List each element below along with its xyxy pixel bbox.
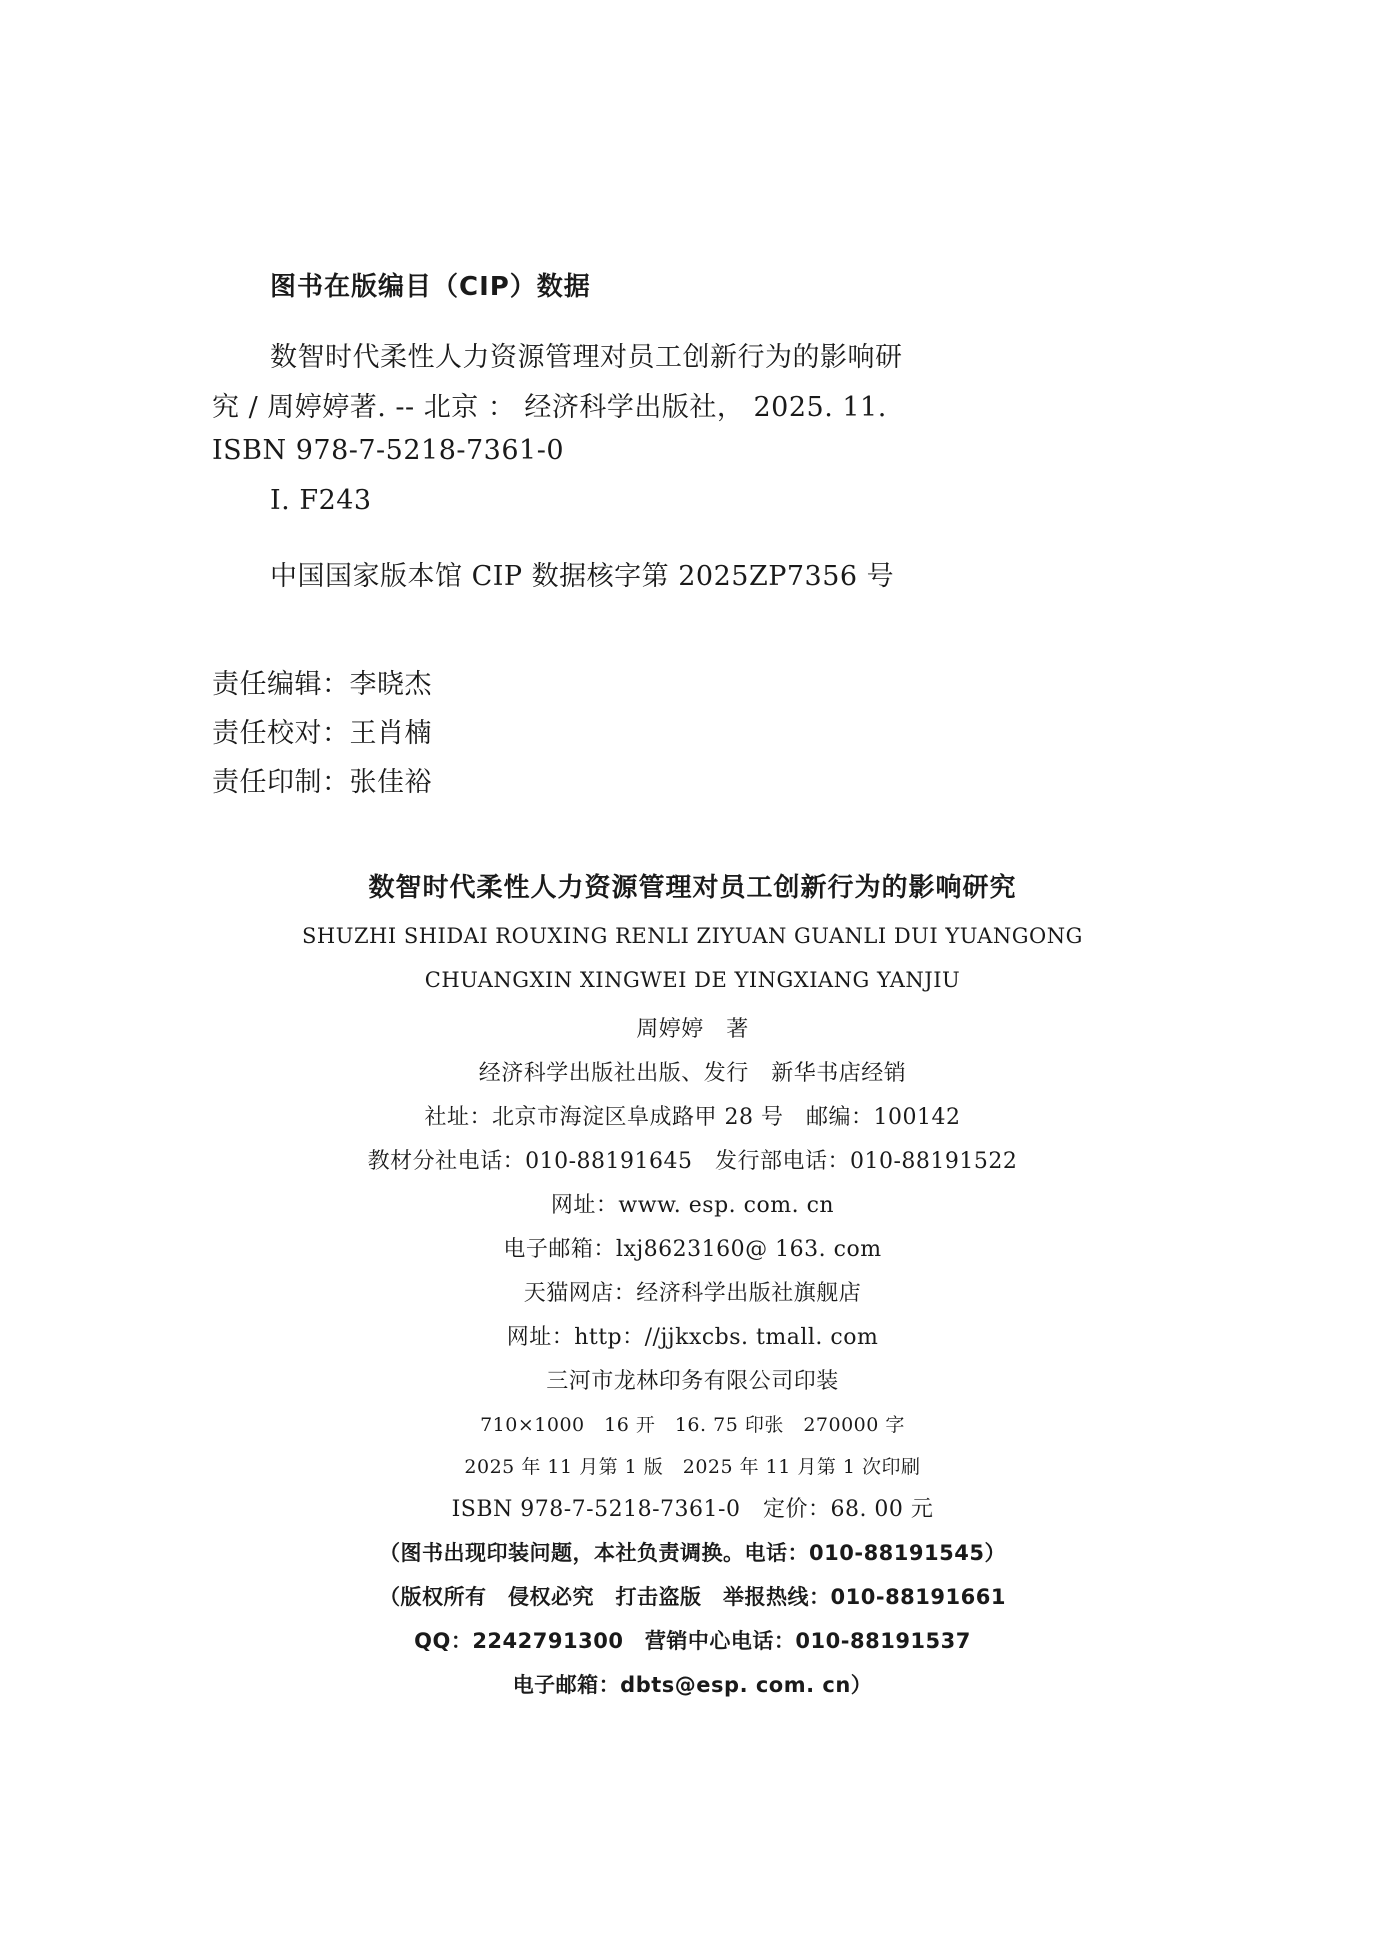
responsible-printing: 责任印制：张佳裕 — [212, 767, 432, 798]
printing-issue-notice: （图书出现印装问题，本社负责调换。电话：010-88191545） — [379, 1541, 1006, 1565]
pinyin-title-line-2: CHUANGXIN XINGWEI DE YINGXIANG YANJIU — [424, 968, 961, 992]
contact-qq-marketing: QQ：2242791300 营销中心电话：010-88191537 — [414, 1629, 971, 1653]
tmall-store: 天猫网店：经济科学出版社旗舰店 — [523, 1281, 862, 1306]
cip-line-1: 数智时代柔性人力资源管理对员工创新行为的影响研 — [270, 342, 903, 373]
publisher-email: 电子邮箱：lxj8623160@ 163. com — [503, 1237, 882, 1262]
publisher-line: 经济科学出版社出版、发行 新华书店经销 — [478, 1061, 907, 1086]
publisher-address: 社址：北京市海淀区阜成路甲 28 号 邮编：100142 — [424, 1105, 961, 1130]
author: 周婷婷 著 — [636, 1017, 749, 1042]
isbn-price: ISBN 978-7-5218-7361-0 定价：68. 00 元 — [451, 1497, 934, 1522]
book-title: 数智时代柔性人力资源管理对员工创新行为的影响研究 — [368, 873, 1017, 903]
responsible-editor: 责任编辑：李晓杰 — [212, 669, 432, 700]
contact-email: 电子邮箱：dbts@esp. com. cn） — [512, 1673, 873, 1697]
cip-classification: Ⅰ. F243 — [270, 485, 372, 516]
book-format: 710×1000 16 开 16. 75 印张 270000 字 — [480, 1414, 905, 1436]
cip-line-2: 究 / 周婷婷著. -- 北京 ： 经济科学出版社， 2025. 11. — [212, 392, 887, 423]
tmall-url: 网址：http：//jjkxcbs. tmall. com — [506, 1325, 879, 1350]
cip-heading: 图书在版编目（CIP）数据 — [270, 272, 591, 302]
cip-verification-number: 中国国家版本馆 CIP 数据核字第 2025ZP7356 号 — [270, 561, 895, 592]
pinyin-title-line-1: SHUZHI SHIDAI ROUXING RENLI ZIYUAN GUANLI DUI YUANGONG — [302, 924, 1083, 948]
copyright-notice: （版权所有 侵权必究 打击盗版 举报热线：010-88191661 — [379, 1585, 1006, 1609]
edition-info: 2025 年 11 月第 1 版 2025 年 11 月第 1 次印刷 — [464, 1456, 921, 1478]
responsible-proofreader: 责任校对：王肖楠 — [212, 718, 432, 749]
publisher-phones: 教材分社电话：010-88191645 发行部电话：010-88191522 — [367, 1149, 1018, 1174]
publisher-website: 网址：www. esp. com. cn — [550, 1193, 835, 1218]
cip-isbn: ISBN 978-7-5218-7361-0 — [212, 435, 565, 466]
printer: 三河市龙林印务有限公司印装 — [546, 1369, 839, 1394]
